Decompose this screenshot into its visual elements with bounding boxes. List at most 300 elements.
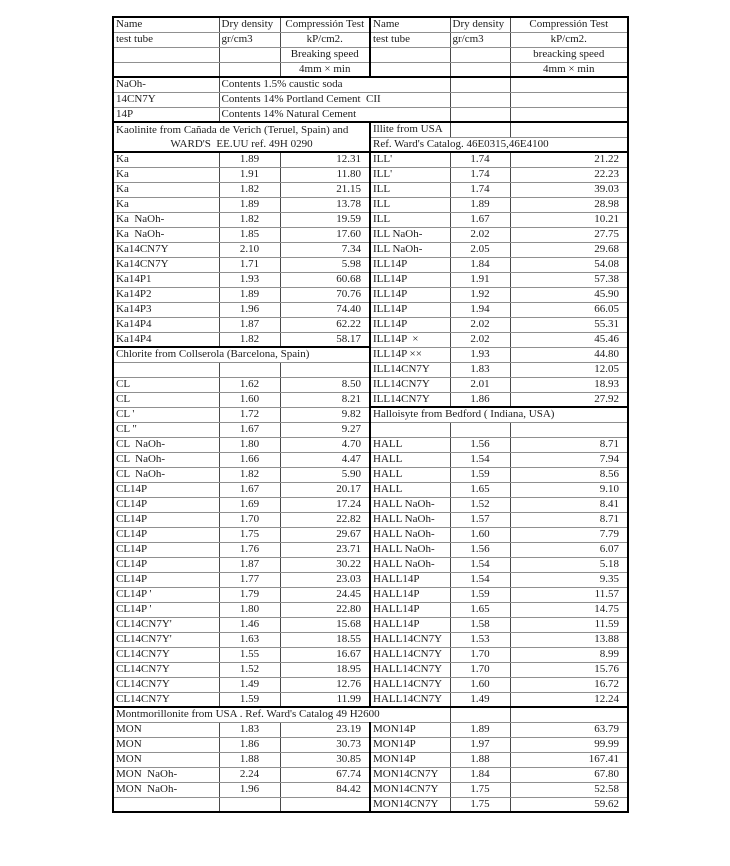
sample-name-cell: MON14P (370, 752, 450, 767)
empty-cell (113, 62, 219, 77)
compression-value-cell: 27.92 (510, 392, 628, 407)
dry-density-cell: 1.85 (219, 227, 280, 242)
dry-density-cell: 1.46 (219, 617, 280, 632)
empty-cell (510, 77, 628, 92)
dry-density-cell: 1.75 (219, 527, 280, 542)
table-row (113, 167, 628, 182)
empty-cell (280, 797, 370, 812)
sample-name-cell: HALL (370, 467, 450, 482)
compression-value-cell: 8.21 (280, 392, 370, 407)
dry-density-cell: 1.72 (219, 407, 280, 422)
dry-density-cell: 1.74 (450, 152, 510, 167)
sample-name-cell: CL14CN7Y (113, 662, 219, 677)
section-header-halloysite: Halloisyte from Bedford ( Indiana, USA) (370, 407, 628, 422)
compression-value-cell: 84.42 (280, 782, 370, 797)
table-row (113, 647, 628, 662)
compression-value-cell: 7.79 (510, 527, 628, 542)
compression-value-cell: 67.80 (510, 767, 628, 782)
compression-value-cell: 57.38 (510, 272, 628, 287)
header-row-3 (113, 47, 628, 62)
empty-cell (113, 797, 219, 812)
col-header-compression-right: Compressión Test (510, 17, 628, 32)
sample-name-cell: ILL14P ×× (370, 347, 450, 362)
section-header-illite: Illite from USA (370, 122, 450, 137)
sample-name-cell: Ka (113, 152, 219, 167)
compression-value-cell: 23.19 (280, 722, 370, 737)
sample-name-cell: HALL NaOh- (370, 512, 450, 527)
empty-cell (370, 47, 450, 62)
sample-name-cell: Ka14P2 (113, 287, 219, 302)
compression-value-cell: 30.85 (280, 752, 370, 767)
dry-density-cell: 1.54 (450, 452, 510, 467)
compression-value-cell: 20.17 (280, 482, 370, 497)
sample-name-cell: HALL14CN7Y (370, 632, 450, 647)
empty-cell (510, 707, 628, 722)
dry-density-cell: 1.52 (450, 497, 510, 512)
dry-density-cell: 1.97 (450, 737, 510, 752)
dry-density-cell: 1.86 (450, 392, 510, 407)
dry-density-cell: 1.84 (450, 257, 510, 272)
sample-name-cell: CL14P ' (113, 587, 219, 602)
table-row (113, 452, 628, 467)
table-row (113, 497, 628, 512)
sample-name-cell: CL14P (113, 572, 219, 587)
dry-density-cell: 1.82 (219, 212, 280, 227)
dry-density-cell: 1.89 (219, 152, 280, 167)
empty-cell (510, 422, 628, 437)
results-table-body (113, 17, 628, 812)
compression-value-cell: 5.98 (280, 257, 370, 272)
table-row (113, 227, 628, 242)
compression-value-cell: 18.55 (280, 632, 370, 647)
sample-name-cell: ILL14CN7Y (370, 362, 450, 377)
sample-name-cell: HALL14CN7Y (370, 662, 450, 677)
table-row (113, 242, 628, 257)
speed-value-left: 4mm × min (280, 62, 370, 77)
compression-value-cell: 58.17 (280, 332, 370, 347)
dry-density-cell: 1.70 (450, 662, 510, 677)
dry-density-cell: 1.60 (450, 527, 510, 542)
compression-value-cell: 22.23 (510, 167, 628, 182)
sample-name-cell: MON NaOh- (113, 782, 219, 797)
dry-density-cell: 2.02 (450, 332, 510, 347)
dry-density-cell: 1.74 (450, 167, 510, 182)
sample-name-cell: HALL14P (370, 602, 450, 617)
sample-name-cell: CL14P (113, 497, 219, 512)
table-row (113, 722, 628, 737)
compression-value-cell: 7.94 (510, 452, 628, 467)
header-row-2 (113, 32, 628, 47)
table-row (113, 467, 628, 482)
table-row (113, 272, 628, 287)
dry-density-cell: 1.94 (450, 302, 510, 317)
table-row (113, 302, 628, 317)
table-row (113, 617, 628, 632)
compression-value-cell: 63.79 (510, 722, 628, 737)
compression-value-cell: 15.68 (280, 617, 370, 632)
sample-name-cell: Ka (113, 197, 219, 212)
sample-name-cell: ILL14CN7Y (370, 377, 450, 392)
table-row (113, 572, 628, 587)
sample-name-cell: CL14CN7Y (113, 647, 219, 662)
compression-value-cell: 44.80 (510, 347, 628, 362)
dry-density-cell: 1.55 (219, 647, 280, 662)
table-row (113, 212, 628, 227)
table-row (113, 332, 628, 347)
compression-value-cell: 5.90 (280, 467, 370, 482)
dry-density-cell: 1.93 (219, 272, 280, 287)
empty-cell (219, 62, 280, 77)
dry-density-cell: 1.63 (219, 632, 280, 647)
table-row (113, 392, 628, 407)
empty-cell (219, 797, 280, 812)
col-header-unit-density-left: gr/cm3 (219, 32, 280, 47)
dry-density-cell: 1.62 (219, 377, 280, 392)
dry-density-cell: 1.66 (219, 452, 280, 467)
dry-density-cell: 1.89 (219, 197, 280, 212)
sample-name-cell: ILL14P × (370, 332, 450, 347)
compression-value-cell: 39.03 (510, 182, 628, 197)
sample-name-cell: HALL NaOh- (370, 542, 450, 557)
col-header-unit-compression-right: kP/cm2. (510, 32, 628, 47)
sample-name-cell: HALL (370, 437, 450, 452)
compression-value-cell: 11.80 (280, 167, 370, 182)
section-row-halloysite (113, 407, 628, 422)
table-row (113, 752, 628, 767)
sample-name-cell: CL NaOh- (113, 467, 219, 482)
dry-density-cell: 1.54 (450, 572, 510, 587)
table-row (113, 557, 628, 572)
compression-value-cell: 52.58 (510, 782, 628, 797)
dry-density-cell: 1.65 (450, 482, 510, 497)
breaking-speed-label-left: Breaking speed (280, 47, 370, 62)
dry-density-cell: 1.91 (219, 167, 280, 182)
legend-code-cell: NaOh- (113, 77, 219, 92)
compression-value-cell: 8.56 (510, 467, 628, 482)
illite-catalog-ref-cell: Ref. Ward's Catalog. 46E0315,46E4100 (370, 137, 628, 152)
sample-name-cell: ILL14CN7Y (370, 392, 450, 407)
compression-value-cell: 4.47 (280, 452, 370, 467)
compression-value-cell: 9.35 (510, 572, 628, 587)
compression-value-cell: 13.78 (280, 197, 370, 212)
sample-name-cell: ILL (370, 197, 450, 212)
compression-value-cell: 24.45 (280, 587, 370, 602)
sample-name-cell: HALL14P (370, 617, 450, 632)
legend-text-cell: Contents 14% Portland Cement CII (219, 92, 450, 107)
compression-value-cell: 10.21 (510, 212, 628, 227)
dry-density-cell: 1.60 (450, 677, 510, 692)
col-header-density-right: Dry density (450, 17, 510, 32)
compression-value-cell: 12.05 (510, 362, 628, 377)
dry-density-cell: 1.92 (450, 287, 510, 302)
empty-cell (219, 362, 280, 377)
sample-name-cell: MON14CN7Y (370, 767, 450, 782)
compression-value-cell: 6.07 (510, 542, 628, 557)
dry-density-cell: 1.82 (219, 332, 280, 347)
dry-density-cell: 1.88 (450, 752, 510, 767)
compression-value-cell: 27.75 (510, 227, 628, 242)
col-header-testtube-left: test tube (113, 32, 219, 47)
compression-value-cell: 99.99 (510, 737, 628, 752)
sample-name-cell: CL (113, 392, 219, 407)
dry-density-cell: 1.59 (219, 692, 280, 707)
dry-density-cell: 2.02 (450, 227, 510, 242)
empty-cell (510, 92, 628, 107)
sample-name-cell: CL ' (113, 407, 219, 422)
dry-density-cell: 1.84 (450, 767, 510, 782)
compression-value-cell: 23.03 (280, 572, 370, 587)
sample-name-cell: MON (113, 722, 219, 737)
sample-name-cell: MON14P (370, 737, 450, 752)
compression-value-cell: 62.22 (280, 317, 370, 332)
compression-value-cell: 12.24 (510, 692, 628, 707)
table-row (113, 152, 628, 167)
empty-cell (370, 422, 450, 437)
table-row (113, 737, 628, 752)
dry-density-cell: 1.87 (219, 557, 280, 572)
sample-name-cell: Ka14P4 (113, 317, 219, 332)
compression-value-cell: 22.80 (280, 602, 370, 617)
legend-row-14cn7y (113, 92, 628, 107)
sample-name-cell: HALL14CN7Y (370, 647, 450, 662)
sample-name-cell: MON NaOh- (113, 767, 219, 782)
compression-value-cell: 19.59 (280, 212, 370, 227)
legend-code-cell: 14CN7Y (113, 92, 219, 107)
compression-value-cell: 7.34 (280, 242, 370, 257)
dry-density-cell: 1.76 (219, 542, 280, 557)
dry-density-cell: 1.57 (450, 512, 510, 527)
compression-value-cell: 14.75 (510, 602, 628, 617)
dry-density-cell: 1.49 (219, 677, 280, 692)
empty-cell (450, 92, 510, 107)
compression-value-cell: 8.99 (510, 647, 628, 662)
dry-density-cell: 1.54 (450, 557, 510, 572)
compression-value-cell: 45.90 (510, 287, 628, 302)
dry-density-cell: 1.53 (450, 632, 510, 647)
compression-value-cell: 11.57 (510, 587, 628, 602)
compression-value-cell: 15.76 (510, 662, 628, 677)
sample-name-cell: ILL14P (370, 272, 450, 287)
compression-value-cell: 167.41 (510, 752, 628, 767)
sample-name-cell: ILL (370, 182, 450, 197)
sample-name-cell: CL NaOh- (113, 437, 219, 452)
compression-value-cell: 29.68 (510, 242, 628, 257)
compression-value-cell: 30.22 (280, 557, 370, 572)
dry-density-cell: 1.67 (219, 422, 280, 437)
sample-name-cell: HALL NaOh- (370, 557, 450, 572)
sample-name-cell: CL14P (113, 527, 219, 542)
empty-cell (450, 62, 510, 77)
empty-cell (450, 422, 510, 437)
sample-name-cell: ILL' (370, 167, 450, 182)
sample-name-cell: Ka NaOh- (113, 227, 219, 242)
table-row (113, 542, 628, 557)
compression-value-cell: 4.70 (280, 437, 370, 452)
dry-density-cell: 1.79 (219, 587, 280, 602)
compression-value-cell: 23.71 (280, 542, 370, 557)
empty-cell (450, 122, 510, 137)
compression-value-cell: 11.99 (280, 692, 370, 707)
sample-name-cell: HALL NaOh- (370, 527, 450, 542)
legend-row-14p (113, 107, 628, 122)
dry-density-cell: 1.77 (219, 572, 280, 587)
dry-density-cell: 1.86 (219, 737, 280, 752)
sample-name-cell: CL14CN7Y' (113, 632, 219, 647)
dry-density-cell: 1.93 (450, 347, 510, 362)
sample-name-cell: HALL14CN7Y (370, 677, 450, 692)
sample-name-cell: Ka14P4 (113, 332, 219, 347)
sample-name-cell: ILL14P (370, 302, 450, 317)
empty-cell (280, 362, 370, 377)
sample-name-cell: HALL14P (370, 572, 450, 587)
dry-density-cell: 1.74 (450, 182, 510, 197)
dry-density-cell: 1.52 (219, 662, 280, 677)
table-row (113, 257, 628, 272)
empty-cell (113, 47, 219, 62)
col-header-density-left: Dry density (219, 17, 280, 32)
compression-value-cell: 70.76 (280, 287, 370, 302)
compression-value-cell: 54.08 (510, 257, 628, 272)
dry-density-cell: 1.83 (450, 362, 510, 377)
dry-density-cell: 1.83 (219, 722, 280, 737)
dry-density-cell: 1.89 (219, 287, 280, 302)
compression-value-cell: 9.10 (510, 482, 628, 497)
table-row (113, 677, 628, 692)
section-row-chlorite (113, 347, 628, 362)
dry-density-cell: 1.75 (450, 782, 510, 797)
compression-value-cell: 60.68 (280, 272, 370, 287)
table-row (113, 602, 628, 617)
table-row (113, 782, 628, 797)
sample-name-cell: HALL NaOh- (370, 497, 450, 512)
dry-density-cell: 1.75 (450, 797, 510, 812)
sample-name-cell: ILL NaOh- (370, 242, 450, 257)
compression-value-cell: 67.74 (280, 767, 370, 782)
dry-density-cell: 1.96 (219, 782, 280, 797)
table-row (113, 527, 628, 542)
sample-name-cell: ILL' (370, 152, 450, 167)
sample-name-cell: CL14P (113, 482, 219, 497)
dry-density-cell: 2.01 (450, 377, 510, 392)
sample-name-cell: CL14P (113, 512, 219, 527)
sample-name-cell: Ka NaOh- (113, 212, 219, 227)
section-header-chlorite: Chlorite from Collserola (Barcelona, Spain) (113, 347, 370, 362)
section-row-kaolinite-illite (113, 122, 628, 137)
sample-name-cell: Ka14CN7Y (113, 242, 219, 257)
dry-density-cell: 1.89 (450, 197, 510, 212)
table-row (113, 482, 628, 497)
legend-text-cell: Contents 14% Natural Cement (219, 107, 450, 122)
sample-name-cell: CL14P (113, 542, 219, 557)
compression-value-cell: 30.73 (280, 737, 370, 752)
dry-density-cell: 2.24 (219, 767, 280, 782)
compression-value-cell: 8.71 (510, 437, 628, 452)
dry-density-cell: 1.49 (450, 692, 510, 707)
compression-value-cell: 8.71 (510, 512, 628, 527)
empty-cell (370, 62, 450, 77)
sample-name-cell: ILL14P (370, 257, 450, 272)
dry-density-cell: 1.88 (219, 752, 280, 767)
sample-name-cell: MON (113, 752, 219, 767)
compression-value-cell: 16.72 (510, 677, 628, 692)
compression-value-cell: 17.60 (280, 227, 370, 242)
compression-value-cell: 18.95 (280, 662, 370, 677)
compression-value-cell: 45.46 (510, 332, 628, 347)
compression-value-cell: 29.67 (280, 527, 370, 542)
dry-density-cell: 2.05 (450, 242, 510, 257)
dry-density-cell: 1.70 (450, 647, 510, 662)
compression-value-cell: 5.18 (510, 557, 628, 572)
compression-value-cell: 55.31 (510, 317, 628, 332)
sample-name-cell: HALL14CN7Y (370, 692, 450, 707)
sample-name-cell: CL14CN7Y (113, 677, 219, 692)
section-header-kaolinite: Kaolinite from Cañada de Verich (Teruel, Spain) and WARD'S EE.UU ref. 49H 0290 (113, 122, 370, 152)
table-row (113, 437, 628, 452)
dry-density-cell: 1.69 (219, 497, 280, 512)
legend-text-cell: Contents 1.5% caustic soda (219, 77, 450, 92)
compression-value-cell: 59.62 (510, 797, 628, 812)
compression-value-cell: 8.50 (280, 377, 370, 392)
dry-density-cell: 1.56 (450, 437, 510, 452)
sample-name-cell: ILL14P (370, 287, 450, 302)
dry-density-cell: 1.58 (450, 617, 510, 632)
empty-cell (450, 77, 510, 92)
empty-cell (450, 47, 510, 62)
table-row (113, 362, 628, 377)
compression-value-cell: 74.40 (280, 302, 370, 317)
sample-name-cell: CL14P (113, 557, 219, 572)
sample-name-cell: CL14P ' (113, 602, 219, 617)
dry-density-cell: 1.65 (450, 602, 510, 617)
sample-name-cell: Ka (113, 167, 219, 182)
sample-name-cell: ILL (370, 212, 450, 227)
sample-name-cell: HALL (370, 452, 450, 467)
dry-density-cell: 1.87 (219, 317, 280, 332)
table-row (113, 767, 628, 782)
empty-cell (219, 47, 280, 62)
table-row (113, 182, 628, 197)
compression-value-cell: 21.15 (280, 182, 370, 197)
col-header-unit-compression-left: kP/cm2. (280, 32, 370, 47)
sample-name-cell: CL (113, 377, 219, 392)
sample-name-cell: Ka (113, 182, 219, 197)
col-header-name-left: Name (113, 17, 219, 32)
dry-density-cell: 1.60 (219, 392, 280, 407)
sample-name-cell: Ka14P1 (113, 272, 219, 287)
dry-density-cell: 1.71 (219, 257, 280, 272)
compression-value-cell: 21.22 (510, 152, 628, 167)
table-row (113, 662, 628, 677)
legend-row-naoh (113, 77, 628, 92)
dry-density-cell: 1.56 (450, 542, 510, 557)
table-row (113, 287, 628, 302)
empty-cell (450, 707, 510, 722)
dry-density-cell: 1.82 (219, 182, 280, 197)
dry-density-cell: 1.70 (219, 512, 280, 527)
dry-density-cell: 1.96 (219, 302, 280, 317)
dry-density-cell: 1.67 (219, 482, 280, 497)
sample-name-cell: CL14CN7Y' (113, 617, 219, 632)
speed-value-right: 4mm × min (510, 62, 628, 77)
section-header-montmorillonite: Montmorillonite from USA . Ref. Ward's Catalog 49 H2600 (113, 707, 450, 722)
sample-name-cell: MON14CN7Y (370, 782, 450, 797)
table-row (113, 632, 628, 647)
table-row (113, 197, 628, 212)
compression-value-cell: 22.82 (280, 512, 370, 527)
empty-cell (450, 107, 510, 122)
sample-name-cell: Ka14P3 (113, 302, 219, 317)
header-row-4 (113, 62, 628, 77)
